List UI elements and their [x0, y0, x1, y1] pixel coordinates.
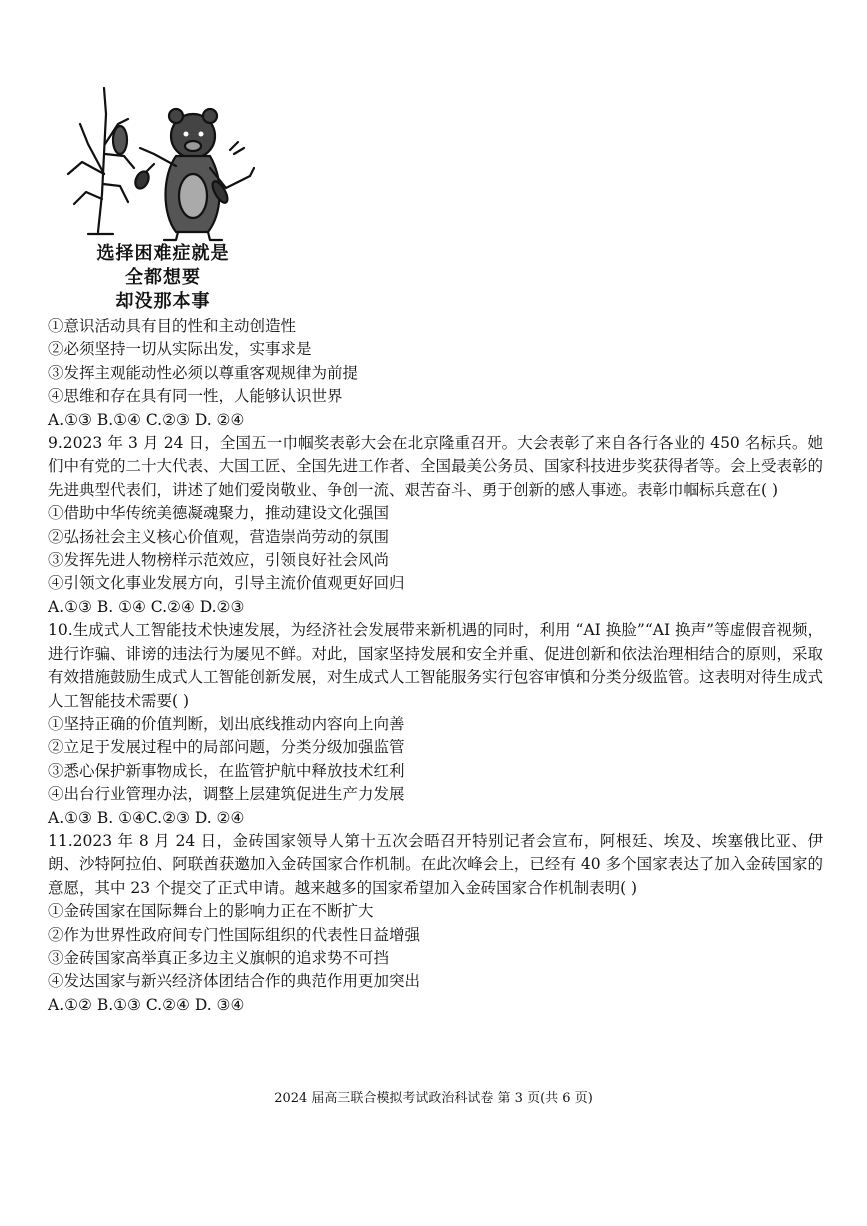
- caption-line-2: 全都想要: [125, 267, 201, 288]
- q9-option-4: ④引领文化事业发展方向，引导主流价值观更好回归: [48, 574, 405, 593]
- q10-option-2: ②立足于发展过程中的局部问题，分类分级加强监管: [48, 738, 405, 757]
- q9-stem: 9.2023 年 3 月 24 日，全国五一巾帼奖表彰大会在北京隆重召开。大会表彰了来自各行各业的 450 名标兵。她们中有党的二十大代表、大国工匠、全国先进工作者、全国最美公务员、国家科技进步奖获得者等。会上受表彰的先进典型代表们，讲述了她们爱岗敬业、争创一流、艰苦奋斗、勇于创新的感人事迹。表彰巾帼标兵意在( ): [48, 434, 824, 499]
- q8-option-4: ④思维和存在具有同一性，人能够认识世界: [48, 387, 343, 406]
- q11-stem: 11.2023 年 8 月 24 日，金砖国家领导人第十五次会晤召开特别记者会宣布，阿根廷、埃及、埃塞俄比亚、伊朗、沙特阿拉伯、阿联酋获邀加入金砖国家合作机制。在此次峰会上，已经有 40 多个国家表达了加入金砖国家的意愿，其中 23 个提交了正式申请。越来越多的国家希望加入金砖国家合作机制表明( ): [48, 831, 823, 897]
- q8-answers: A.①③ B.①④ C.②③ D. ②④: [48, 410, 245, 429]
- cartoon-caption: [58, 242, 268, 314]
- q9-answers: A.①③ B. ①④ C.②④ D.②③: [48, 597, 245, 616]
- question-content: [48, 315, 823, 1017]
- q8-option-2: ②必须坚持一切从实际出发，实事求是: [48, 340, 312, 359]
- q10-stem: 10.生成式人工智能技术快速发展，为经济社会发展带来新机遇的同时，利用 “AI 换脸”“AI 换声”等虚假音视频，进行诈骗、诽谤的违法行为屡见不鲜。对此，国家坚持发展和安全并重、促进创新和依法治理相结合的原则，采取有效措施鼓励生成式人工智能创新发展，对生成式人工智能服务实行包容审慎和分类分级监管。这表明对待生成式人工智能技术需要( ): [48, 621, 824, 710]
- q8-option-3: ③发挥主观能动性必须以尊重客观规律为前提: [48, 363, 359, 382]
- q11-option-3: ③金砖国家高举真正多边主义旗帜的追求势不可挡: [48, 948, 390, 967]
- bear-corn-drawing: [58, 84, 268, 244]
- q11-option-4: ④发达国家与新兴经济体团结合作的典范作用更加突出: [48, 972, 421, 991]
- q8-option-1: ①意识活动具有目的性和主动创造性: [48, 317, 297, 335]
- q11-option-1: ①金砖国家在国际舞台上的影响力正在不断扩大: [48, 902, 374, 921]
- caption-line-1: 选择困难症就是: [96, 243, 230, 264]
- q9-option-3: ③发挥先进人物榜样示范效应，引领良好社会风尚: [48, 551, 390, 570]
- q10-option-3: ③悉心保护新事物成长，在监管护航中释放技术红利: [48, 761, 405, 780]
- page-footer: 2024 届高三联合模拟考试政治科试卷 第 3 页(共 6 页): [274, 1091, 593, 1106]
- q11-option-2: ②作为世界性政府间专门性国际组织的代表性日益增强: [48, 925, 421, 944]
- caption-line-3: 却没那本事: [115, 291, 211, 312]
- q10-option-1: ①坚持正确的价值判断，划出底线推动内容向上向善: [48, 714, 405, 733]
- q11-answers: A.①② B.①③ C.②④ D. ③④: [48, 995, 245, 1014]
- q9-option-1: ①借助中华传统美德凝魂聚力，推动建设文化强国: [48, 504, 390, 523]
- q9-option-2: ②弘扬社会主义核心价值观，营造崇尚劳动的氛围: [48, 527, 390, 546]
- q10-answers: A.①③ B. ①④C.②③ D. ②④: [48, 808, 245, 827]
- q10-option-4: ④出台行业管理办法，调整上层建筑促进生产力发展: [48, 785, 405, 804]
